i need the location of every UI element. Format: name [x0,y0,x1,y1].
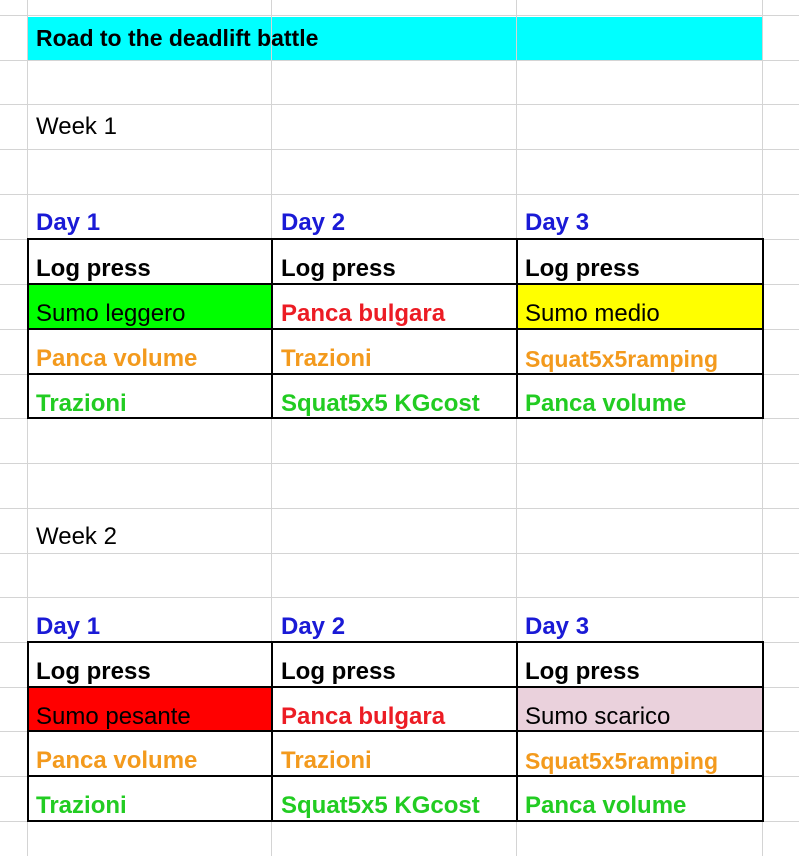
gridline-row [0,553,799,554]
table-border [27,641,764,643]
table-cell[interactable]: Log press [525,255,640,282]
table-border [27,373,764,375]
table-cell[interactable]: Squat5x5 KGcost [281,390,480,417]
table-border [27,328,764,330]
sheet-title[interactable]: Road to the deadlift battle [36,25,319,51]
gridline-row [0,149,799,150]
table-cell[interactable]: Panca volume [36,747,198,774]
table-cell[interactable]: Trazioni [36,792,127,819]
week-2-day-1-header[interactable]: Day 1 [36,613,101,640]
table-cell[interactable]: Trazioni [281,345,372,372]
table-cell[interactable]: Sumo pesante [36,703,191,730]
table-cell[interactable]: Sumo leggero [36,300,186,327]
table-cell[interactable]: Trazioni [281,747,372,774]
table-cell[interactable]: Panca bulgara [281,300,446,327]
table-cell[interactable]: Trazioni [36,390,127,417]
table-border [27,283,764,285]
table-cell[interactable]: Panca volume [36,345,198,372]
table-cell[interactable]: Log press [281,255,396,282]
table-cell[interactable]: Log press [525,658,640,685]
table-border [27,686,764,688]
table-cell[interactable]: Panca bulgara [281,703,446,730]
table-border [516,238,518,419]
table-cell[interactable]: Panca volume [525,390,687,417]
week-1-day-2-header[interactable]: Day 2 [281,209,346,236]
table-cell[interactable]: Squat5x5ramping [525,346,718,372]
table-border [27,820,764,822]
gridline-row [0,463,799,464]
week-1-day-3-header[interactable]: Day 3 [525,209,590,236]
week-2-day-2-header[interactable]: Day 2 [281,613,346,640]
table-border [27,417,764,419]
table-border [271,641,273,822]
week-1-day-1-header[interactable]: Day 1 [36,209,101,236]
table-border [27,641,29,822]
table-cell[interactable]: Squat5x5 KGcost [281,792,480,819]
table-cell[interactable]: Panca volume [525,792,687,819]
table-border [516,641,518,822]
table-cell[interactable]: Log press [36,658,151,685]
table-border [762,641,764,822]
gridline-row [0,15,799,16]
table-border [762,238,764,419]
table-cell[interactable]: Sumo scarico [525,703,671,730]
week-2-label[interactable]: Week 2 [36,523,117,550]
table-border [27,775,764,777]
table-border [27,238,29,419]
table-border [27,238,764,240]
table-cell[interactable]: Log press [281,658,396,685]
table-cell[interactable]: Squat5x5ramping [525,748,718,774]
table-cell[interactable]: Sumo medio [525,300,660,327]
gridline-row [0,60,799,61]
table-border [271,238,273,419]
week-2-day-3-header[interactable]: Day 3 [525,613,590,640]
table-border [27,730,764,732]
week-1-label[interactable]: Week 1 [36,113,117,140]
table-cell[interactable]: Log press [36,255,151,282]
